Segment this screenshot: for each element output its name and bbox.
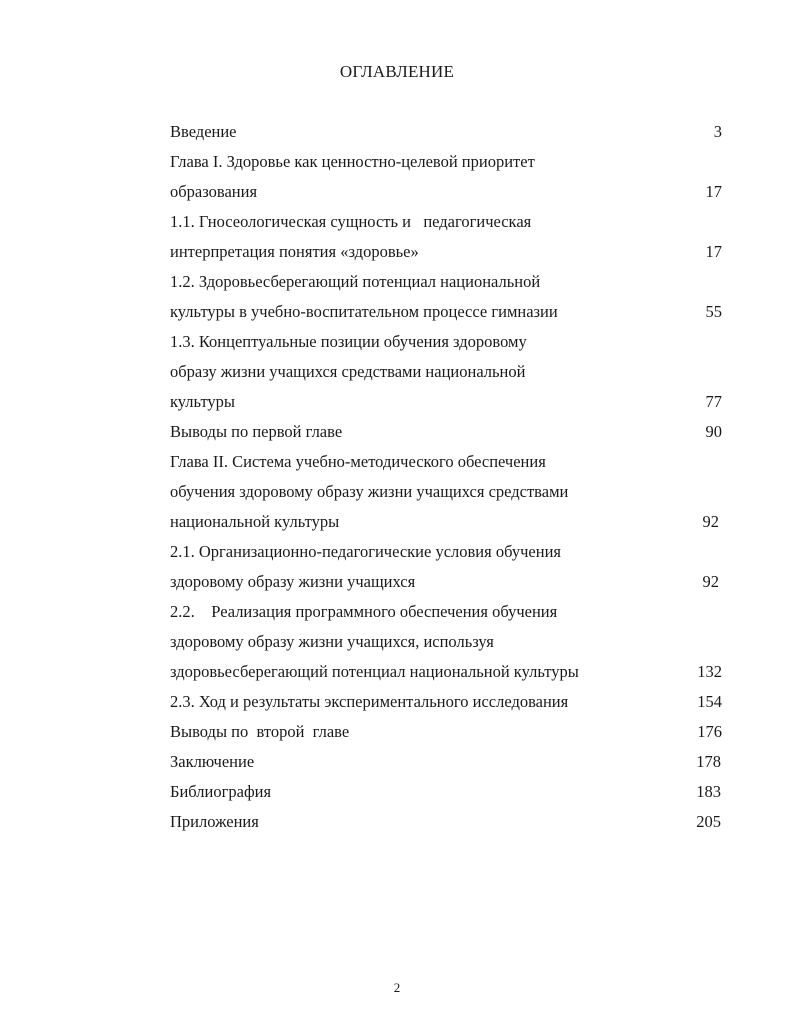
toc-line bbox=[0, 687, 794, 717]
toc-entry-text: 1.3. Концептуальные позиции обучения здоровому bbox=[170, 332, 527, 351]
toc-line bbox=[0, 657, 794, 687]
toc-page-number: 17 bbox=[705, 242, 722, 261]
toc-page-number: 55 bbox=[705, 302, 722, 321]
toc-entry-text: здоровому образу жизни учащихся, используя bbox=[170, 632, 494, 651]
toc-page-number: 92 bbox=[702, 512, 719, 531]
toc-line bbox=[0, 717, 794, 747]
toc-entry-text: образу жизни учащихся средствами национальной bbox=[170, 362, 526, 381]
toc-entry-text: Библиография bbox=[170, 782, 272, 801]
toc-line bbox=[0, 417, 794, 447]
toc-line bbox=[0, 807, 794, 837]
toc-line bbox=[0, 777, 794, 807]
toc-line bbox=[0, 567, 794, 597]
toc-entry-text: Введение bbox=[170, 122, 237, 141]
toc-line bbox=[0, 477, 794, 507]
toc-line bbox=[0, 237, 794, 267]
toc-line bbox=[0, 387, 794, 417]
toc-entry-text: интерпретация понятия «здоровье» bbox=[170, 242, 419, 261]
toc-entry-text: образования bbox=[170, 182, 258, 201]
toc-line bbox=[0, 297, 794, 327]
toc-entry-text: Выводы по первой главе bbox=[170, 422, 343, 441]
toc-entry-text: 1.2. Здоровьесберегающий потенциал национальной bbox=[170, 272, 541, 291]
toc-entry-text: Глава I. Здоровье как ценностно-целевой приоритет bbox=[170, 152, 535, 171]
toc-page-number: 205 bbox=[696, 812, 721, 831]
toc-entry-text: культуры в учебно-воспитательном процессе гимназии bbox=[170, 302, 558, 321]
toc-entry-text: обучения здоровому образу жизни учащихся средствами bbox=[170, 482, 569, 501]
toc-page-number: 132 bbox=[697, 662, 722, 681]
toc-entry-text: 2.2. Реализация программного обеспечения обучения bbox=[170, 602, 558, 621]
table-of-contents bbox=[0, 117, 794, 837]
toc-line bbox=[0, 327, 794, 357]
toc-line bbox=[0, 147, 794, 177]
toc-entry-text: культуры bbox=[170, 392, 236, 411]
toc-page-number: 90 bbox=[705, 422, 722, 441]
toc-line bbox=[0, 627, 794, 657]
toc-page-number: 183 bbox=[696, 782, 721, 801]
toc-line bbox=[0, 747, 794, 777]
toc-entry-text: 1.1. Гносеологическая сущность и педагогическая bbox=[170, 212, 532, 231]
toc-line bbox=[0, 117, 794, 147]
toc-page-number: 3 bbox=[713, 122, 722, 141]
toc-page-number: 92 bbox=[702, 572, 719, 591]
toc-line bbox=[0, 357, 794, 387]
toc-page-number: 178 bbox=[696, 752, 721, 771]
toc-entry-text: 2.3. Ход и результаты экспериментального исследования bbox=[170, 692, 569, 711]
toc-page-number: 77 bbox=[705, 392, 722, 411]
toc-entry-text: 2.1. Организационно-педагогические условия обучения bbox=[170, 542, 561, 561]
toc-line bbox=[0, 207, 794, 237]
toc-line bbox=[0, 507, 794, 537]
toc-page-number: 154 bbox=[697, 692, 722, 711]
toc-line bbox=[0, 597, 794, 627]
page-number: 2 bbox=[393, 980, 401, 995]
toc-entry-text: Выводы по второй главе bbox=[170, 722, 350, 741]
toc-page-number: 176 bbox=[697, 722, 722, 741]
toc-line bbox=[0, 177, 794, 207]
toc-entry-text: Глава II. Система учебно-методического обеспечения bbox=[170, 452, 546, 471]
toc-entry-text: национальной культуры bbox=[170, 512, 340, 531]
toc-entry-text: здоровому образу жизни учащихся bbox=[170, 572, 416, 591]
toc-line bbox=[0, 267, 794, 297]
toc-entry-text: Приложения bbox=[170, 812, 259, 831]
toc-page-number: 17 bbox=[705, 182, 722, 201]
toc-entry-text: здоровьесберегающий потенциал национальной культуры bbox=[170, 662, 579, 681]
toc-entry-text: Заключение bbox=[170, 752, 255, 771]
toc-line bbox=[0, 447, 794, 477]
page-title: ОГЛАВЛЕНИЕ bbox=[339, 62, 455, 81]
toc-line bbox=[0, 537, 794, 567]
